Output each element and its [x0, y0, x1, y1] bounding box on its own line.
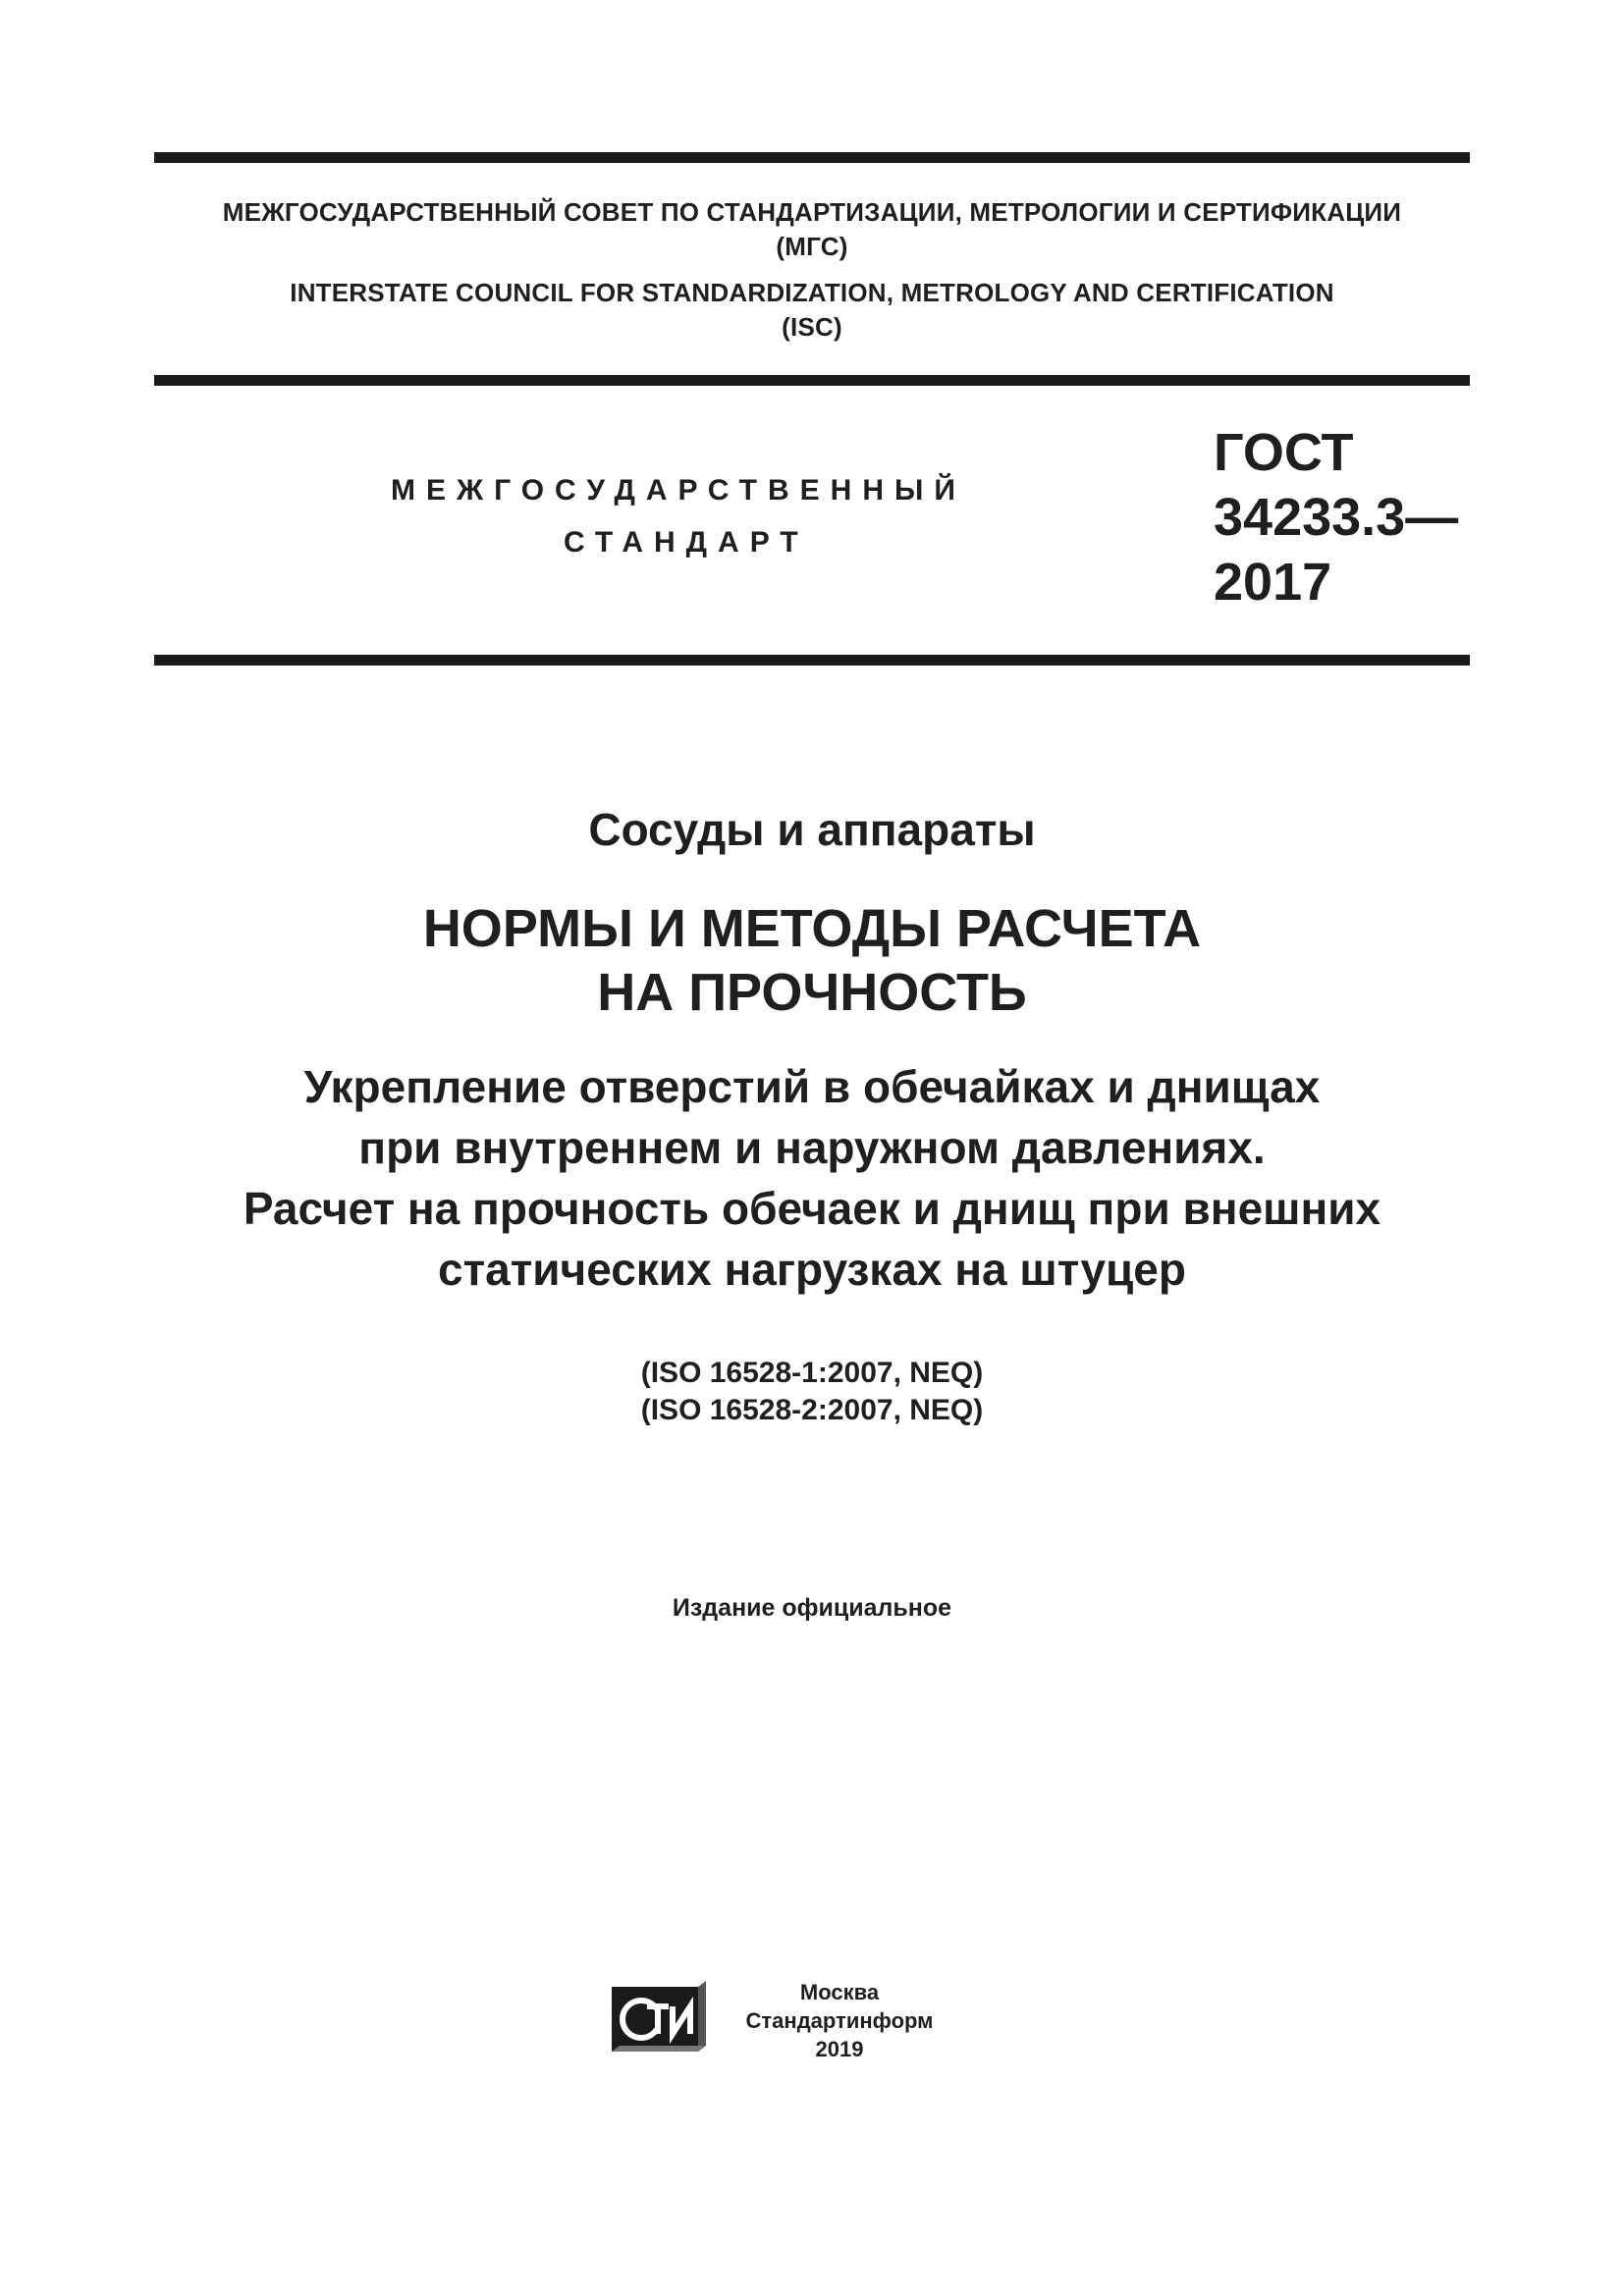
standartinform-logo-icon [612, 1981, 706, 2056]
iso-reference-2: (ISO 16528-2:2007, NEQ) [640, 1394, 984, 1426]
publication-year: 2019 [815, 2037, 864, 2061]
document-subject: Сосуды и аппараты [588, 804, 1036, 855]
council-name-en: INTERSTATE COUNCIL FOR STANDARDIZATION, METROLOGY AND CERTIFICATION [290, 278, 1334, 307]
publisher-name: Стандартинформ [745, 2008, 934, 2033]
publisher-city: Москва [799, 1980, 880, 2004]
document-subtitle-line1: Укрепление отверстий в обечайках и днищах [303, 1061, 1321, 1112]
edition-note: Издание официальное [672, 1594, 952, 1622]
standard-label-line2: СТАНДАРТ [564, 526, 809, 559]
document-subtitle-line4: статических нагрузках на штуцер [438, 1244, 1186, 1295]
gost-designation-line1: ГОСТ [1214, 423, 1354, 482]
top-rule [154, 152, 1470, 163]
council-abbr-ru: (МГС) [776, 232, 848, 261]
gost-designation-line3: 2017 [1214, 553, 1332, 612]
gost-designation-line2: 34233.3— [1214, 488, 1459, 547]
council-abbr-en: (ISC) [782, 312, 842, 342]
middle-rule [154, 375, 1470, 386]
document-title-line1: НОРМЫ И МЕТОДЫ РАСЧЕТА [422, 899, 1202, 958]
document-subtitle-line3: Расчет на прочность обечаек и днищ при внешних [243, 1183, 1381, 1234]
council-name-ru: МЕЖГОСУДАРСТВЕННЫЙ СОВЕТ ПО СТАНДАРТИЗАЦИИ, МЕТРОЛОГИИ И СЕРТИФИКАЦИИ [222, 197, 1402, 227]
document-subtitle-line2: при внутреннем и наружном давлениях. [358, 1122, 1266, 1173]
document-title-line2: НА ПРОЧНОСТЬ [597, 963, 1027, 1022]
iso-reference-1: (ISO 16528-1:2007, NEQ) [640, 1357, 984, 1389]
bottom-rule [154, 655, 1470, 666]
standard-label-line1: МЕЖГОСУДАРСТВЕННЫЙ [391, 474, 966, 507]
